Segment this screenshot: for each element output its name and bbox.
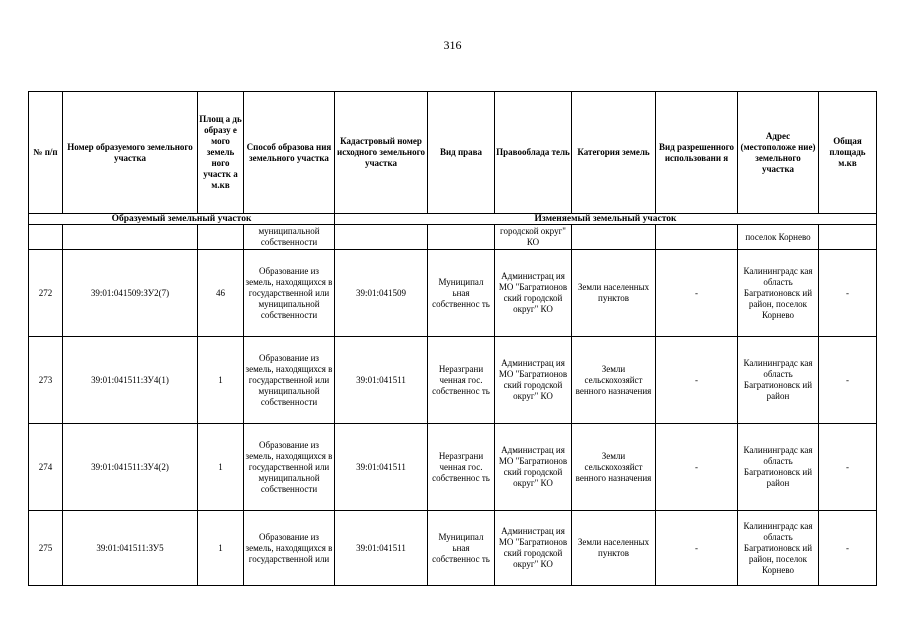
row-number: 273: [29, 337, 63, 424]
row-area: 1: [198, 511, 244, 586]
row-owner: Администрац ия МО "Багратионов ский городской округ" КО: [495, 250, 572, 337]
header-address: Адрес (местоположе ние) земельного участка: [738, 92, 819, 214]
header-total-area: Общая площадь м.кв: [819, 92, 877, 214]
row-owner: Администрац ия МО "Багратионов ский городской округ" КО: [495, 511, 572, 586]
header-land-category: Категория земель: [572, 92, 656, 214]
land-plots-table: [28, 91, 877, 586]
row-plot-number: 39:01:041511:ЗУ5: [63, 511, 198, 586]
table-cell: муниципальной собственности: [244, 225, 335, 250]
header-permitted-use: Вид разрешенного использовани я: [656, 92, 738, 214]
section-formed-plot: Образуемый земельный участок: [29, 214, 335, 225]
table-cell: [428, 225, 495, 250]
row-right-type: Муниципал ьная собственнос ть: [428, 250, 495, 337]
header-area: Площ а дь образу е мого земель ного участк а м.кв: [198, 92, 244, 214]
row-cadastral-number: 39:01:041509: [335, 250, 428, 337]
row-cadastral-number: 39:01:041511: [335, 511, 428, 586]
header-number: № п/п: [29, 92, 63, 214]
continuation-row: [29, 225, 877, 250]
table-cell: [656, 225, 738, 250]
row-owner: Администрац ия МО "Багратионов ский городской округ" КО: [495, 424, 572, 511]
table-cell: [572, 225, 656, 250]
row-right-type: Неразграни ченная гос. собственнос ть: [428, 424, 495, 511]
row-permitted-use: -: [656, 511, 738, 586]
row-formation-method: Образование из земель, находящихся в государственной или муниципальной собственности: [244, 424, 335, 511]
table-cell: [29, 225, 63, 250]
row-land-category: Земли населенных пунктов: [572, 250, 656, 337]
row-address: Калининградс кая область Багратионовск ий район, поселок Корнево: [738, 511, 819, 586]
row-formation-method: Образование из земель, находящихся в государственной или муниципальной собственности: [244, 337, 335, 424]
row-permitted-use: -: [656, 424, 738, 511]
row-land-category: Земли сельскохозяйст венного назначения: [572, 424, 656, 511]
table-cell: [335, 225, 428, 250]
table-row: [29, 511, 877, 586]
section-changed-plot: Изменяемый земельный участок: [335, 214, 877, 225]
row-permitted-use: -: [656, 250, 738, 337]
header-plot-number: Номер образуемого земельного участка: [63, 92, 198, 214]
header-owner: Правооблада тель: [495, 92, 572, 214]
row-area: 46: [198, 250, 244, 337]
row-total-area: -: [819, 511, 877, 586]
section-header-row: [29, 214, 877, 225]
row-plot-number: 39:01:041509:ЗУ2(7): [63, 250, 198, 337]
page-number: 316: [443, 38, 462, 52]
row-area: 1: [198, 424, 244, 511]
table-cell: [819, 225, 877, 250]
row-total-area: -: [819, 250, 877, 337]
row-cadastral-number: 39:01:041511: [335, 337, 428, 424]
header-cadastral-number: Кадастровый номер исходного земельного участка: [335, 92, 428, 214]
row-right-type: Муниципал ьная собственнос ть: [428, 511, 495, 586]
row-cadastral-number: 39:01:041511: [335, 424, 428, 511]
row-number: 272: [29, 250, 63, 337]
row-right-type: Неразграни ченная гос. собственнос ть: [428, 337, 495, 424]
table-row: [29, 424, 877, 511]
table-cell: поселок Корнево: [738, 225, 819, 250]
row-number: 275: [29, 511, 63, 586]
table-header-row: [29, 92, 877, 214]
row-address: Калининградс кая область Багратионовск ий район, поселок Корнево: [738, 250, 819, 337]
row-plot-number: 39:01:041511:ЗУ4(1): [63, 337, 198, 424]
row-land-category: Земли населенных пунктов: [572, 511, 656, 586]
table-cell: [63, 225, 198, 250]
table-row: [29, 337, 877, 424]
row-permitted-use: -: [656, 337, 738, 424]
table-cell: [198, 225, 244, 250]
row-area: 1: [198, 337, 244, 424]
table-row: [29, 250, 877, 337]
row-owner: Администрац ия МО "Багратионов ский городской округ" КО: [495, 337, 572, 424]
row-formation-method: Образование из земель, находящихся в государственной или: [244, 511, 335, 586]
header-formation-method: Способ образова ния земельного участка: [244, 92, 335, 214]
header-right-type: Вид права: [428, 92, 495, 214]
row-total-area: -: [819, 424, 877, 511]
row-formation-method: Образование из земель, находящихся в государственной или муниципальной собственности: [244, 250, 335, 337]
table-cell: городской округ" КО: [495, 225, 572, 250]
row-land-category: Земли сельскохозяйст венного назначения: [572, 337, 656, 424]
row-total-area: -: [819, 337, 877, 424]
row-address: Калининградс кая область Багратионовск ий район: [738, 424, 819, 511]
row-number: 274: [29, 424, 63, 511]
row-address: Калининградс кая область Багратионовск ий район: [738, 337, 819, 424]
row-plot-number: 39:01:041511:ЗУ4(2): [63, 424, 198, 511]
